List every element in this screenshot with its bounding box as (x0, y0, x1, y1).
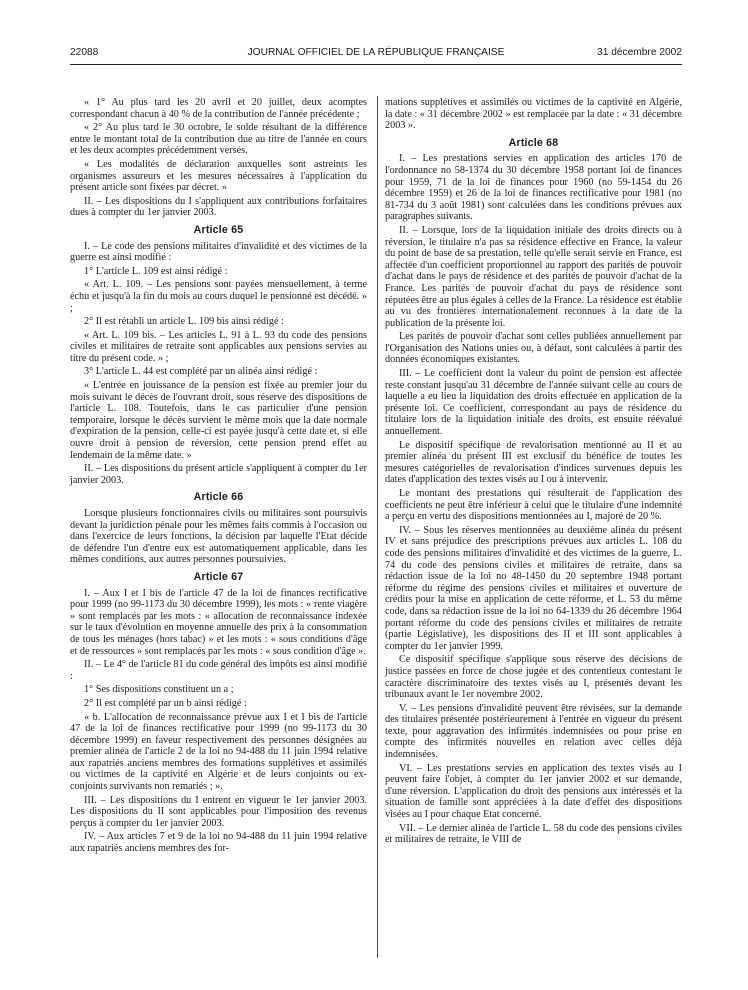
paragraph: 1° L'article L. 109 est ainsi rédigé : (84, 265, 228, 277)
paragraph: I. – Aux I et I bis de l'article 47 de la loi de finances rectificative pour 1999 (no 99-1173 du 30 décembre 1999), les mots : « rente viagère » sont remplacés par les mots : « allocation de reconnaissance indexée sur le taux d'évolution en moyenne annuelle des prix à la consommation de tous les ménages (hors tabac) » et les mots : « sous conditions d'âge et de ressources » sont remplacés par les mots : « sous condition d'âge ». (70, 587, 367, 657)
paragraph: V. – Les pensions d'invalidité peuvent être révisées, sur la demande des titulaires présentée postérieurement à l'entrée en vigueur du présent texte, pour aggravation des infirmités indemnisées ou pour prise en compte des infirmités nouvelles en relation avec celles déjà indemnisées. (385, 702, 682, 761)
paragraph: « Les modalités de déclaration auxquelles sont astreints les organismes assureurs et les mesures nécessaires à l'application du présent article sont fixées par décret. » (70, 158, 367, 194)
right-column (385, 97, 682, 848)
paragraph: mations supplétives et assimilés ou victimes de la captivité en Algérie, la date : « 31 décembre 2002 » est remplacée par la date : « 31 décembre 2003 ». (385, 97, 682, 132)
paragraph: 3° L'article L. 44 est complété par un alinéa ainsi rédigé : (84, 366, 318, 378)
paragraph: « b. L'allocation de reconnaissance prévue aux I et I bis de l'article 47 de la loi de finances rectificative pour 1999 (no 99-1173 du 30 décembre 1999) en faveur respectivement des personnes désignées au premier alinéa de l'article 2 de la loi no 94-488 du 11 juin 1994 relative aux rapatriés anciens membres des formations supplétives et assimilés ou victimes de la captivité en Algérie et de leurs conjoints ou ex-conjoints survivants non remariés ; ». (70, 711, 367, 793)
paragraph: VII. – Le dernier alinéa de l'article L. 58 du code des pensions civiles et militaires de retraite, le VIII de (385, 822, 682, 846)
paragraph: II. – Le 4° de l'article 81 du code général des impôts est ainsi modifié : (70, 659, 367, 682)
paragraph: « 2° Au plus tard le 30 octobre, le solde résultant de la différence entre le montant total de la contribution due au titre de l'année en cours et les deux acomptes précédemment versés. (70, 122, 367, 157)
paragraph: VI. – Les prestations servies en application des textes visés au I peuvent faire l'objet, à compter du 1er janvier 2002 et sur demande, d'une réversion. L'application du droit des pensions aux intéressés et la situation de famille sont appréciées à la date d'effet des dispositions visées au I pour chaque Etat concerné. (385, 762, 682, 821)
paragraph: IV. – Sous les réserves mentionnées au deuxième alinéa du présent IV et sans préjudice des prescriptions prévues aux articles L. 108 du code des pensions militaires d'invalidité et des victimes de la guerre, L. 74 du code des pensions civiles et militaires de retraite, dans sa rédaction issue de la loi no 48-1450 du 20 septembre 1948 portant réforme du régime des pensions civiles et militaires et ouverture de crédits pour la mise en application de cette réforme, et L. 53 du même code, dans sa rédaction issue de la loi no 64-1339 du 26 décembre 1964 portant réforme du code des pensions civiles et militaires de retraite (partie Législative), les dispositions des II et III sont applicables à compter du 1er janvier 1999. (385, 524, 682, 652)
paragraph: I. – Le code des pensions militaires d'invalidité et des victimes de la guerre est ainsi modifié : (70, 240, 367, 264)
paragraph: « L'entrée en jouissance de la pension est fixée au premier jour du mois suivant le décès de l'ouvrant droit, sous réserve des dispositions de l'article L. 108. Toutefois, dans le cas particulier d'une pension temporaire, lorsque le décès survient le même mois que la date normale d'expiration de la pension, celle-ci est payée jusqu'à cette date et, si elle ouvre droit à pension de réversion, cette pension prend effet au lendemain de la même date. » (70, 380, 367, 461)
paragraph: « Art. L. 109 bis. – Les articles L. 91 à L. 93 du code des pensions civiles et militaires de retraite sont applicables aux pensions servies au titre du présent code. » ; (70, 329, 367, 364)
paragraph: II. – Les dispositions du I s'appliquent aux contributions forfaitaires dues à compter du 1er janvier 2003. (70, 195, 367, 219)
paragraph: 2° Il est complété par un b ainsi rédigé : (84, 697, 247, 709)
article-heading: Article 68 (508, 136, 559, 149)
paragraph: I. – Les prestations servies en application des articles 170 de l'ordonnance no 58-1374 du 30 décembre 1958 portant loi de finances pour 1959, 71 de la loi de finances pour 1960 (no 59-1454 du 26 décembre 1959) et 26 de la loi de finances rectificative pour 1981 (no 81-734 du 3 août 1981) sont calculées dans les conditions prévues aux paragraphes suivants. (385, 153, 682, 223)
paragraph: 1° Ses dispositions constituent un a ; (84, 684, 234, 696)
paragraph: Le montant des prestations qui résulterait de l'application des coefficients ne peut être inférieur à celui que le titulaire d'une indemnité a perçu en vertu des dispositions mentionnées au I, majoré de 20 %. (385, 488, 682, 523)
page-header (70, 47, 682, 63)
paragraph: 2° Il est rétabli un article L. 109 bis ainsi rédigé : (84, 316, 284, 328)
paragraph: Lorsque plusieurs fonctionnaires civils ou militaires sont poursuivis devant la juridiction pénale pour les mêmes faits commis à l'occasion ou dans l'exercice de leurs fonctions, la décision par laquelle l'Etat décide de défendre l'un d'entre eux est automatiquement applicable, dans les mêmes conditions, aux autres personnes poursuivies. (70, 508, 367, 566)
paragraph: III. – Les dispositions du I entrent en vigueur le 1er janvier 2003. Les dispositions du II sont applicables pour l'imposition des revenus perçus à compter du 1er janvier 2003. (70, 794, 367, 829)
paragraph: Ce dispositif spécifique s'applique sous réserve des décisions de justice passées en force de chose jugée et des contentieux contestant le caractère discriminatoire des textes visés au I, présentés devant les tribunaux avant le 1er novembre 2002. (385, 654, 682, 701)
paragraph: IV. – Aux articles 7 et 9 de la loi no 94-488 du 11 juin 1994 relative aux rapatriés anciens membres des for- (70, 831, 367, 855)
paragraph: II. – Lorsque, lors de la liquidation initiale des droits directs ou à réversion, le titulaire n'a pas sa résidence effective en France, la valeur du point de base de sa prestation, telle qu'elle serait servie en France, est affectée d'un coefficient proportionnel au rapport des parités de pouvoir d'achat dans le pays de résidence et des parités de pouvoir d'achat de la France. Les parités de pouvoir d'achat du pays de résidence sont réputées être au plus égales à celles de la France. La résidence est établie au vu des frontières internationalement reconnues à la date de la publication de la présente loi. (385, 224, 682, 329)
article-heading: Article 66 (193, 491, 244, 504)
article-heading: Article 67 (193, 570, 244, 583)
paragraph: « Art. L. 109. – Les pensions sont payées mensuellement, à terme échu et jusqu'à la fin du mois au cours duquel le pensionné est décédé. » ; (70, 279, 367, 314)
paragraph: Le dispositif spécifique de revalorisation mentionné au II et au premier alinéa du présent III est exclusif du bénéfice de toutes les mesures catégorielles de revalorisation d'indices survenues depuis les dates d'application des textes visés au I ou à intervenir. (385, 439, 682, 486)
paragraph: II. – Les dispositions du présent article s'appliquent à compter du 1er janvier 2003. (70, 463, 367, 486)
column-divider (377, 96, 378, 958)
header-rule (70, 64, 682, 65)
paragraph: « 1° Au plus tard les 20 avril et 20 juillet, deux acomptes correspondant chacun à 40 % de la contribution de l'année précédente ; (70, 97, 367, 120)
article-heading: Article 65 (193, 223, 244, 236)
journal-title: JOURNAL OFFICIEL DE LA RÉPUBLIQUE FRANÇAISE (247, 47, 505, 58)
paragraph: III. – Le coefficient dont la valeur du point de pension est affectée reste constant jusqu'au 31 décembre de l'année suivant celle au cours de laquelle a eu lieu la liquidation des droits effectuée en application de la présente loi. Ce coefficient, correspondant au pays de résidence du titulaire lors de la liquidation initiale des droits, est ensuite réévalué annuellement. (385, 368, 682, 438)
page-number: 22088 (70, 47, 99, 58)
paragraph: Les parités de pouvoir d'achat sont celles publiées annuellement par l'Organisation des Nations unies ou, à défaut, sont calculées à partir des données économiques existantes. (385, 331, 682, 366)
left-column (70, 97, 367, 857)
issue-date: 31 décembre 2002 (597, 47, 682, 58)
